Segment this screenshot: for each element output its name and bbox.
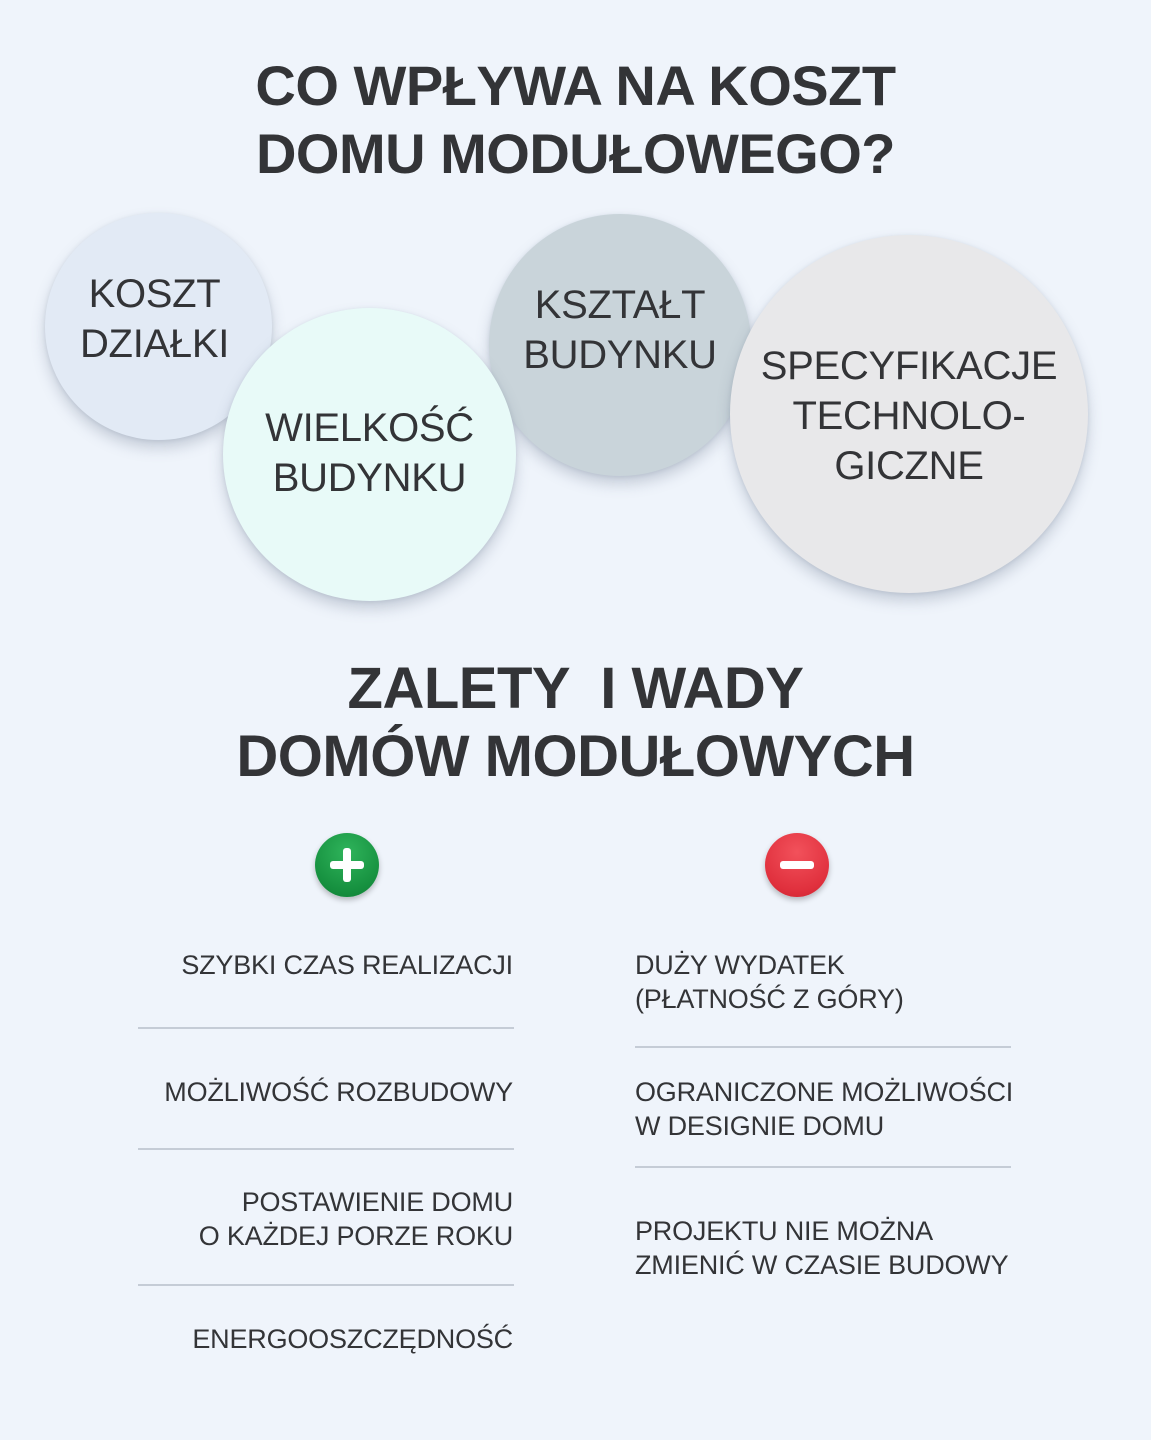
pro-divider [138,1027,514,1029]
cost-factors-title-line-2: DOMU MODUŁOWEGO? [255,122,896,185]
pros-cons-title-line-2: DOMÓW MODUŁOWYCH [236,724,915,789]
minus-icon [765,833,829,897]
bubble-plot-cost-label: KOSZT DZIAŁKI [79,271,230,366]
con-divider [635,1046,1011,1048]
con-item-limited-design: OGRANICZONE MOŻLIWOŚCI W DESIGNIE DOMU [635,1077,1014,1141]
pro-divider [138,1148,514,1150]
bubble-tech-specs [730,235,1088,593]
pro-item-energy-saving: ENERGOOSZCZĘDNOŚĆ [192,1324,513,1354]
plus-icon [315,833,379,897]
con-item-big-expense: DUŻY WYDATEK (PŁATNOŚĆ Z GÓRY) [635,950,904,1014]
bubble-building-shape [489,214,751,476]
pros-cons-title [0,655,1151,791]
pro-item-expansion: MOŻLIWOŚĆ ROZBUDOWY [164,1077,513,1107]
cost-factors-title [0,52,1151,188]
bubble-tech-specs-label: SPECYFIKACJE TECHNOLO- GICZNE [760,344,1058,488]
bubble-building-size-label: WIELKOŚĆ BUDYNKU [265,405,474,500]
pro-item-any-season: POSTAWIENIE DOMU O KAŻDEJ PORZE ROKU [198,1187,513,1251]
cost-factors-title-line-1: CO WPŁYWA NA KOSZT [255,54,896,117]
pro-item-fast-realization: SZYBKI CZAS REALIZACJI [181,950,513,980]
bubble-building-shape-label: KSZTAŁT BUDYNKU [523,283,717,377]
bubble-building-size [223,308,516,601]
con-item-no-changes: PROJEKTU NIE MOŻNA ZMIENIĆ W CZASIE BUDOWY [635,1216,1009,1280]
con-divider [635,1166,1011,1168]
pro-divider [138,1284,514,1286]
pros-cons-title-line-1: ZALETY I WADY [347,656,804,721]
